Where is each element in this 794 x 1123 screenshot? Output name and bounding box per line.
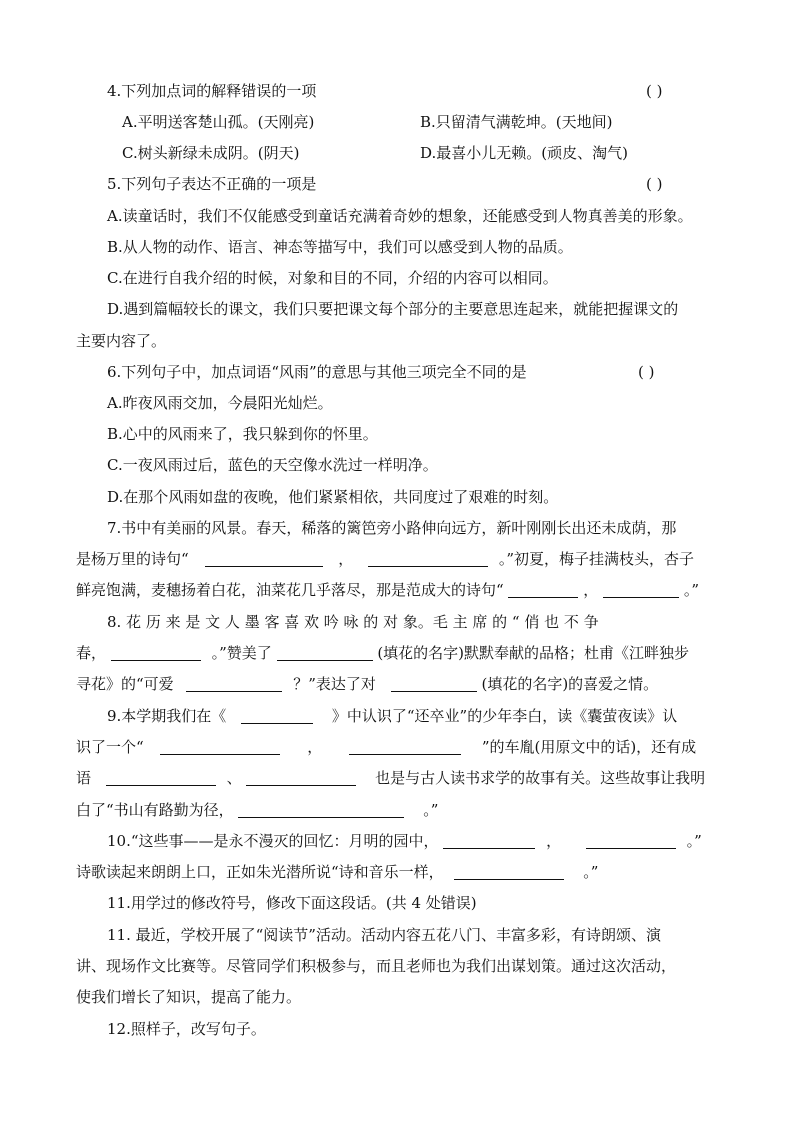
q8-blank-3[interactable] <box>186 676 282 692</box>
q5-answer-paren: ( ) <box>646 175 663 193</box>
q7-line3-comma: ， <box>583 581 599 599</box>
q9-blank-1[interactable] <box>241 708 313 724</box>
q7-line2-comma: ， <box>338 550 354 568</box>
q9-blank-6[interactable] <box>238 802 404 818</box>
q10-line2 <box>76 861 598 883</box>
q8-blank-1[interactable] <box>111 645 201 661</box>
q9-blank-2[interactable] <box>160 739 280 755</box>
q11-stem: 11.用学过的修改符号，修改下面这段话。(共 4 处错误) <box>107 894 477 912</box>
q5-option-a: A.读童话时，我们不仅能感受到童话充满着奇妙的想象，还能感受到人物真善美的形象。 <box>107 207 693 225</box>
q7-blank-2[interactable] <box>368 551 488 567</box>
q7-line3-text-a: 鲜亮饱满，麦穗扬着白花，油菜花几乎落尽，那是范成大的诗句“ <box>76 581 504 599</box>
q8-blank-4[interactable] <box>391 676 477 692</box>
q9-line2 <box>76 736 696 758</box>
q9-line3-text-a: 语 <box>76 769 92 787</box>
q6-option-d: D.在那个风雨如盘的夜晚，他们紧紧相依，共同度过了艰难的时刻。 <box>107 488 559 506</box>
q9-line2-comma: ， <box>307 738 323 756</box>
q10-line2-text-a: 诗歌读起来朗朗上口，正如朱光潜所说“诗和音乐一样， <box>76 863 444 881</box>
q10-line1-text-a: 10.“这些事——是永不漫灭的回忆：月明的园中， <box>107 832 439 850</box>
q5-option-c: C.在进行自我介绍的时候，对象和目的不同，介绍的内容可以相同。 <box>107 269 558 287</box>
q10-line2-text-b: 。” <box>583 863 599 881</box>
q9-line1-text-b: 》中认识了“还卒业”的少年李白，读《囊萤夜读》认 <box>331 707 678 725</box>
q7-blank-3[interactable] <box>508 582 578 598</box>
q8-line2-text-a: 春， <box>76 644 107 662</box>
q12-stem: 12.照样子，改写句子。 <box>107 1020 266 1038</box>
q6-stem: 6.下列句子中，加点词语“风雨”的意思与其他三项完全不同的是 <box>107 363 527 381</box>
q7-line3 <box>76 579 699 601</box>
q7-blank-1[interactable] <box>205 551 323 567</box>
q6-option-b: B.心中的风雨来了，我只躲到你的怀里。 <box>107 425 378 443</box>
q9-line1 <box>107 705 677 727</box>
q10-line1-comma: ， <box>546 832 562 850</box>
q7-line2 <box>76 548 694 570</box>
q11-paragraph-line1: 11. 最近，学校开展了“阅读节”活动。活动内容五花八门、丰富多彩，有诗朗颂、演 <box>107 926 661 944</box>
q5-option-d-line1: D.遇到篇幅较长的课文，我们只要把课文每个部分的主要意思连起来，就能把握课文的 <box>107 300 679 318</box>
q9-line3 <box>76 767 705 789</box>
q9-line2-text-c: ”的车胤(用原文中的话)，还有成 <box>481 738 697 756</box>
q9-line4 <box>76 799 438 821</box>
q5-stem: 5.下列句子表达不正确的一项是 <box>107 175 317 193</box>
q4-option-d: D.最喜小儿无赖。(顽皮、淘气) <box>420 144 628 162</box>
q8-blank-2[interactable] <box>277 645 373 661</box>
q10-blank-3[interactable] <box>454 864 564 880</box>
q8-line3-text-a: 寻花》的“可爱 <box>76 675 174 693</box>
q6-option-a: A.昨夜风雨交加，今晨阳光灿烂。 <box>107 394 333 412</box>
q9-blank-5[interactable] <box>246 770 356 786</box>
q8-line3-text-c: (填花的名字)的喜爱之情。 <box>481 675 659 693</box>
q9-blank-3[interactable] <box>349 739 461 755</box>
q6-answer-paren: ( ) <box>638 363 655 381</box>
q8-line1: 8. 花 历 来 是 文 人 墨 客 喜 欢 吟 咏 的 对 象。毛 主 席 的 “ 俏 也 不 争 <box>107 613 599 631</box>
q8-line2-text-c: (填花的名字)默默奉献的品格；杜甫《江畔独步 <box>377 644 690 662</box>
q7-line3-text-c: 。” <box>683 581 699 599</box>
q9-line3-text-c: 也是与古人读书求学的故事有关。这些故事让我明 <box>375 769 706 787</box>
q7-blank-4[interactable] <box>603 582 679 598</box>
q10-blank-2[interactable] <box>586 833 676 849</box>
q5-option-b: B.从人物的动作、语言、神态等描写中，我们可以感受到人物的品质。 <box>107 238 573 256</box>
q4-option-c: C.树头新绿未成阴。(阴天) <box>122 144 300 162</box>
q4-stem: 4.下列加点词的解释错误的一项 <box>107 82 317 100</box>
q11-paragraph-line3: 使我们增长了知识，提高了能力。 <box>76 988 302 1006</box>
q9-line2-text-a: 识了一个“ <box>76 738 144 756</box>
q10-line1 <box>107 830 702 852</box>
q9-line3-sep: 、 <box>226 769 242 787</box>
q9-blank-4[interactable] <box>106 770 216 786</box>
q9-line4-text-b: 。” <box>423 801 439 819</box>
q4-answer-paren: ( ) <box>646 82 663 100</box>
q6-option-c: C.一夜风雨过后，蓝色的天空像水洗过一样明净。 <box>107 456 438 474</box>
q9-line1-text-a: 9.本学期我们在《 <box>107 707 227 725</box>
q7-line2-text-c: 。”初夏，梅子挂满枝头，杏子 <box>498 550 694 568</box>
q8-line2 <box>76 642 689 664</box>
q7-line1: 7.书中有美丽的风景。春天，稀落的篱笆旁小路伸向远方，新叶刚刚长出还未成荫，那 <box>107 519 677 537</box>
q4-option-a: A.平明送客楚山孤。(天刚亮) <box>122 113 315 131</box>
q10-line1-text-c: 。” <box>686 832 702 850</box>
q10-blank-1[interactable] <box>443 833 535 849</box>
q7-line2-text-a: 是杨万里的诗句“ <box>76 550 189 568</box>
q8-line2-text-b: 。”赞美了 <box>211 644 272 662</box>
q5-option-d-line2: 主要内容了。 <box>76 332 167 350</box>
q9-line4-text-a: 白了“书山有路勤为径， <box>76 801 234 819</box>
q8-line3 <box>76 673 658 695</box>
q4-option-b: B.只留清气满乾坤。(天地间) <box>420 113 613 131</box>
q11-paragraph-line2: 讲、现场作文比赛等。尽管同学们积极参与，而且老师也为我们出谋划策。通过这次活动， <box>76 957 677 975</box>
q8-line3-text-b: ？”表达了对 <box>293 675 376 693</box>
